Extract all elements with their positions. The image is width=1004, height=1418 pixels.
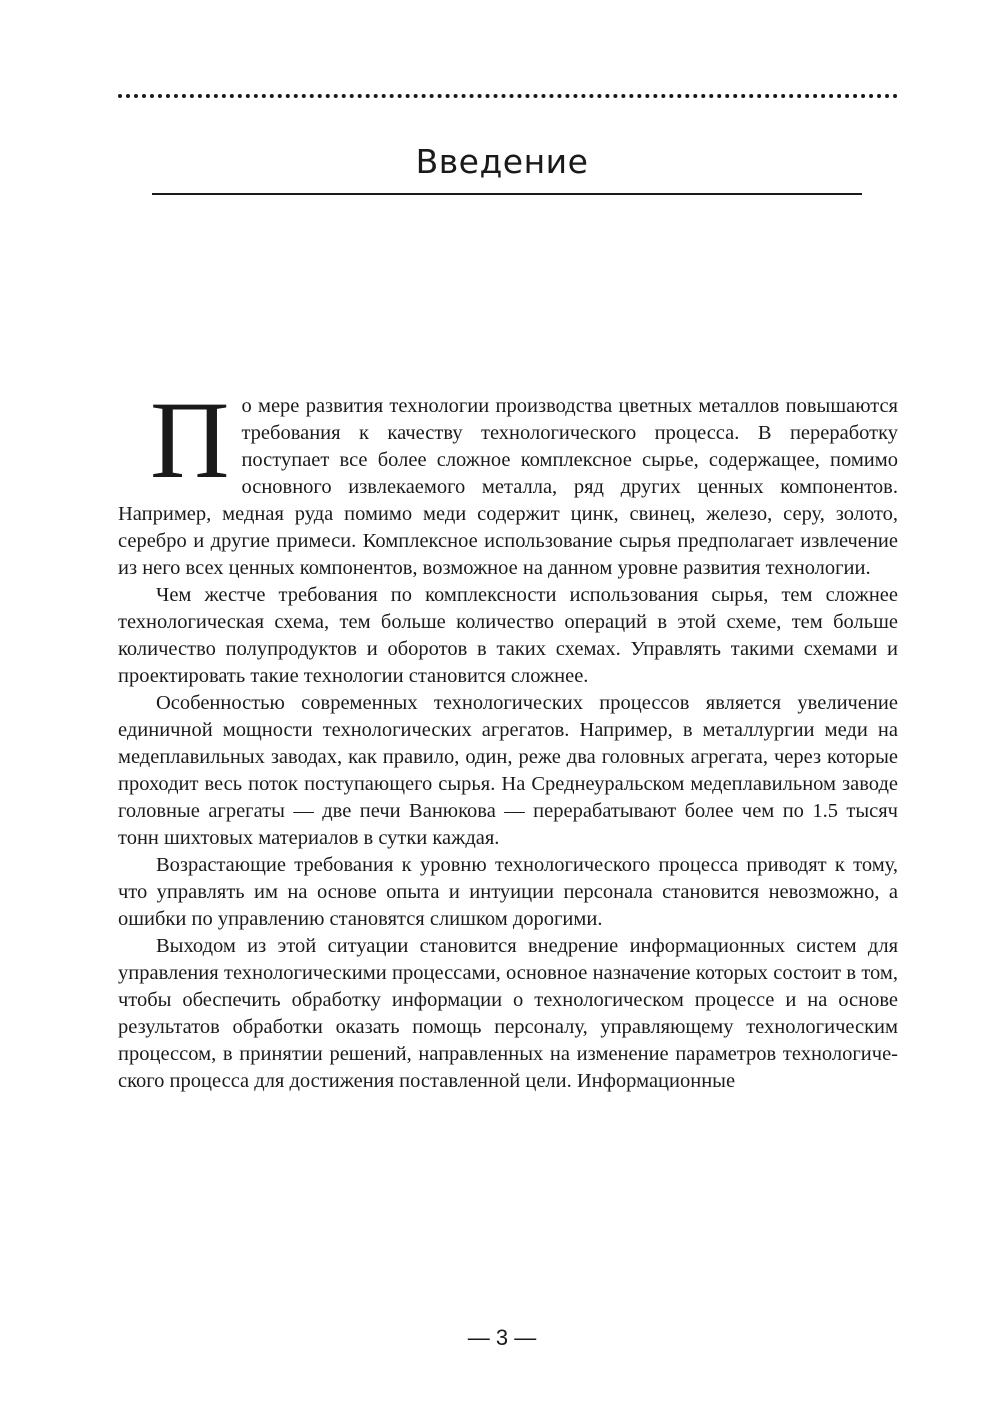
paragraph-1-text: о мере развития технологии производства цветных металлов повышаются требования к качеству технологического процесса. В переработку поступает все более сложное комплексное сырье, содержащее, помимо основного извлекаемого металла, ряд других ценных компонентов. Например, медная руда помимо меди содержит цинк, свинец, железо, серу, золото, серебро и другие примеси. Комплексное использование сырья предполагает извлечение из него всех ценных компонентов, возможное на данном уровне развития технологии. <box>118 395 898 579</box>
paragraph-5: Выходом из этой ситуации становится внедрение информационных систем для управления технологическими процессами, основное назначение которых состоит в том, чтобы обеспечить обработку информации о технологическом процессе и на основе результатов обработки оказать помощь персоналу, управляющему технологическим процессом, в принятии решений, направленных на изменение параметров технологического процесса для достижения поставленной цели. Информационные <box>118 935 898 1092</box>
top-dotted-rule <box>118 94 898 98</box>
paragraph-1 <box>118 379 898 582</box>
title-underline <box>152 193 862 195</box>
paragraph-2: Чем жестче требования по комплексности использования сырья, тем сложнее технологическая схема, тем больше количество операций в этой схеме, тем больше количество полупродуктов и оборотов в таких схемах. Управлять такими схемами и проектировать такие технологии становится сложнее. <box>118 584 898 687</box>
paragraph-4: Возрастающие требования к уровню технологического процесса приводят к тому, что управлять им на основе опыта и интуиции персонала становится невозможно, а ошибки по управлению становятся слишком дорогими. <box>118 854 898 930</box>
drop-cap: П <box>150 379 230 501</box>
body-text <box>118 379 898 1095</box>
paragraph-3: Особенностью современных технологических процессов является увеличение единичной мощности технологических агрегатов. Например, в металлургии меди на медеплавильных заводах, как правило, один, реже два головных агрегата, через которые проходит весь поток поступающего сырья. На Среднеуральском медеплавильном заводе головные агрегаты — две печи Ванюкова — перерабатывают более чем по 1.5 тысяч тонн шихтовых материалов в сутки каждая. <box>118 692 898 849</box>
page-number: — 3 — <box>467 1325 537 1350</box>
chapter-title: Введение <box>415 142 589 181</box>
